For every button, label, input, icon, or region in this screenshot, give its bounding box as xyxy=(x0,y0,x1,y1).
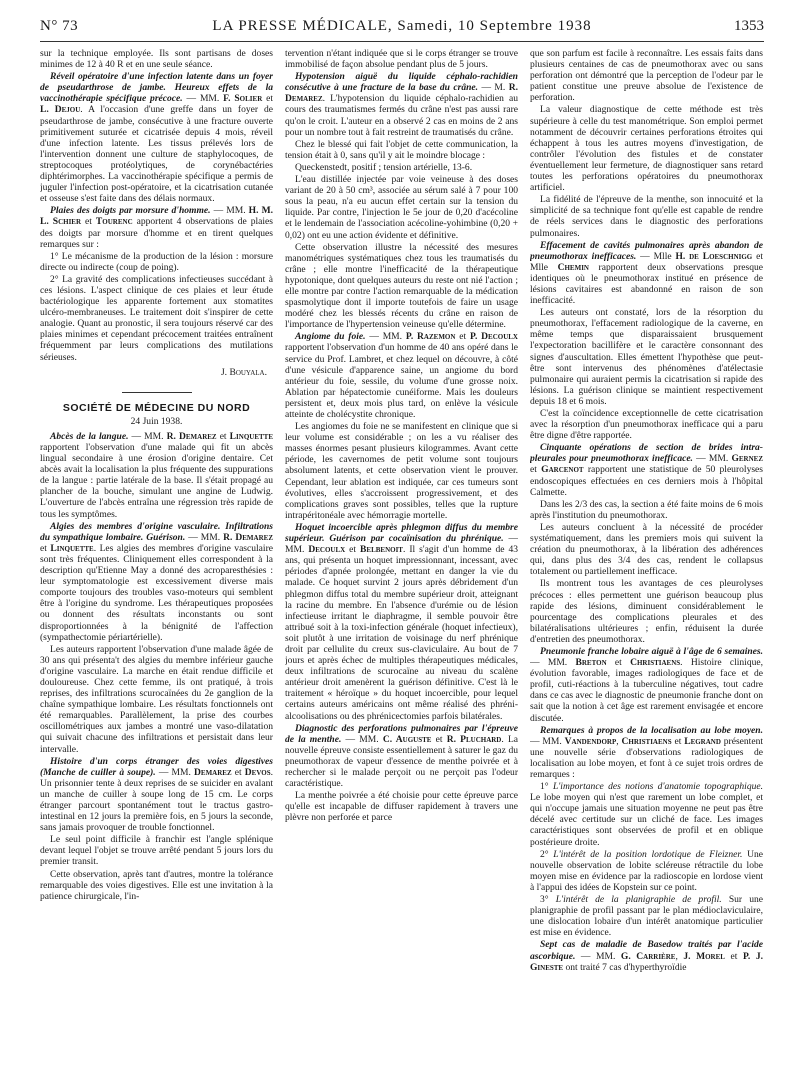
header-rule xyxy=(40,41,764,42)
body-text: Le lobe moyen qui n'est que rarement un lobe complet, et qui n'occupe jamais une situation moyenne ne peut pas être décelé avec certitude sur un cliché de face. Les images caractéristiques sont observées de profil et en oblique postérieure droite. xyxy=(530,792,763,848)
paragraph xyxy=(285,174,518,241)
paragraph xyxy=(530,781,763,848)
body-text: Ils montrent tous les avantages de ces pleurolyses précoces : elles permettent une guérison beaucoup plus rapide des lésions, diminuent considérablement le pourcentage des complications pleurales et des bilatéralisations ultérieures ; enfin, réduisent la durée d'entretien des pneumothorax. xyxy=(530,578,763,645)
author-name: Legrand xyxy=(684,735,721,747)
body-text: et xyxy=(530,464,542,476)
item-title: Diagnostic des perforations pulmonaires par l'épreuve de la menthe. xyxy=(285,722,518,745)
paragraph xyxy=(285,242,518,331)
body-text: 1° xyxy=(540,781,553,793)
author-name: P. J. Gineste xyxy=(530,950,763,973)
author-name: Gernez xyxy=(731,453,763,465)
column-right xyxy=(530,48,763,1078)
paragraph xyxy=(530,104,763,193)
paragraph xyxy=(530,307,763,407)
column-left xyxy=(40,48,273,1078)
paragraph xyxy=(40,756,273,834)
body-text: et xyxy=(262,93,273,105)
paragraph xyxy=(530,894,763,938)
session-date: 24 Juin 1938. xyxy=(130,415,183,427)
author-name: G. Carrière xyxy=(620,950,676,962)
body-text: ont traité 7 cas d'hyperthyroïdie xyxy=(563,961,687,973)
paragraph xyxy=(285,790,518,823)
item-title: Hypotension aiguë du liquide céphalo-rachidien consécutive à une fracture de la base du crâne. xyxy=(285,71,518,94)
body-text: — MM. xyxy=(530,657,576,669)
body-text: C'est la coïncidence exceptionnelle de cette cicatrisation avec la résorption d'un pneumothorax inefficace qui a paru être digne d'être rapportée. xyxy=(530,408,763,442)
body-text: Les auteurs rapportent l'observation d'une malade âgée de 30 ans qui présenta't des algies du membre inférieur gauche d'origine vasculaire. La marche en était rendue difficile et douloureuse. Chez cette femme, ils ont pratiqué, à trois reprises, des infiltrations scurocaïnées du 2e ganglion de la chaîne sympathique lombaire. Les résultats fonctionnels ont été remarquables. Parallèlement, la prise des courbes oscillométriques aux jambes a montré une vaso-dilatation qui suivait chacune des infiltrations et persistait dans leur intervalle. xyxy=(40,643,273,755)
item-title: Algies des membres d'origine vasculaire. Infiltrations du sympathique lombaire. Guérison. xyxy=(40,520,273,543)
item-title: Angiome du foie. xyxy=(295,331,366,343)
body-text: — MM. xyxy=(182,93,224,105)
body-text: Les auteurs ont constaté, lors de la résorption du pneumothorax, l'effacement radiologique de la caverne, en même temps que disparaissaient brusquement l'expectoration bacillifère et le caractère consonnant des signes d'auscultation. Elles émettent l'hypothèse que peut-être sont intervenus des phénomènes d'atélectasie pulmonaire qui auraient permis la cicatrisation si rapide des lésions. La guérison clinique se maintient respectivement depuis 18 et 6 mois. xyxy=(530,307,763,407)
body-text: Sur une planigraphie de profil passant par le plan médioclaviculaire, une dislocation lobaire d'un intérêt anatomique particulier est mise en évidence. xyxy=(530,894,763,939)
body-text: — MM. xyxy=(692,453,732,465)
paragraph xyxy=(530,48,763,103)
author-name: Linquette xyxy=(229,430,273,442)
body-text: rapportent deux observations presque identiques où le pneumothorax institué en présence de lésions cavitaires est abandonné en raison de son inefficacité. xyxy=(530,261,763,307)
body-text: — MM. xyxy=(285,533,518,556)
body-text: rapportent une statistique de 50 pleurolyses endoscopiques effectuées en ces derniers mois à l'hôpital Calmette. xyxy=(530,464,763,498)
body-text: Cette observation, après tant d'autres, montre la tolérance remarquable des voies digestives. Elle est une invitation à la patience chirurgicale, l'in- xyxy=(40,868,273,902)
paragraph xyxy=(40,521,273,643)
body-text: tervention n'étant indiquée que si le corps étranger se trouve immobilisé de façon absolue pendant plus de 5 jours. xyxy=(285,48,518,71)
body-text: et xyxy=(40,542,51,554)
body-text: Cette observation illustre la nécessité des mesures manométriques systématiques chez tous les traumatisés du crâne ; elle montre l'inefficacité de la thérapeutique hypotonique, dont quelques auteurs du reste ont nié l'action ; elle montre par contre l'action remarquable de la médication spasmolytique dont il importe toutefois de faire un usage modéré chez les blessés récents du crâne en raison de l'importance de l'hypertension veineuse qu'elle détermine. xyxy=(285,241,518,331)
body-text: — Mlle xyxy=(636,250,676,262)
issue-number: N° 73 xyxy=(40,18,79,34)
body-text: 2° xyxy=(540,848,554,860)
author-name: R. Demarez xyxy=(166,430,217,442)
body-text: 2° La gravité des complications infectieuses succédant à ces lésions. L'aspect clinique de ces plaies et leur étude bactériologique les apparente fortement aux stomatites ulcéro-membraneuses. Le traitement doit s'inspirer de cette analogie. Quant au pronostic, il sera toujours réservé car des plaies minimes et cependant précocement traitées entraînent fréquemment par leurs complications des mutilations sérieuses. xyxy=(40,273,273,363)
body-text: La valeur diagnostique de cette méthode est très supérieure à celle du test manométrique. Son emploi permet notamment de découvrir certaines perforations étroites qui échappent à tous les autres moyens d'investigation, de contrôler l'évolution des fistules et de constater éventuellement leur fermeture, de diagnostiquer sans retard toutes les perforations opératoires du pneumothorax artificiel. xyxy=(530,104,763,194)
body-text: et xyxy=(431,733,447,745)
body-text: — MM. xyxy=(185,531,224,543)
body-text: Dans les 2/3 des cas, la section a été faite moins de 6 mois après l'institution du pneumothorax. xyxy=(530,498,763,521)
author-name: Linquette xyxy=(50,542,94,554)
item-title: Effacement de cavités pulmonaires après abandon de pneumothorax inefficaces. xyxy=(530,239,763,262)
body-text: et xyxy=(231,766,245,778)
author-signature: J. Bouyala. xyxy=(220,366,267,378)
paragraph xyxy=(530,939,763,972)
body-text: et xyxy=(345,544,361,556)
paragraph xyxy=(530,646,763,724)
body-text: et xyxy=(606,657,631,669)
item-title: Remarques à propos de la localisation au lobe moyen. xyxy=(540,724,763,736)
paragraph xyxy=(285,162,518,173)
body-text: — M. xyxy=(478,82,509,94)
body-text: 1° Le mécanisme de la production de la lésion : morsure directe ou indirecte (coup de poing). xyxy=(40,250,273,273)
body-text: et xyxy=(724,950,743,962)
body-text: Chez le blessé qui fait l'objet de cette communication, la tension était à 0, sans qu'il y ait le moindre blocage : xyxy=(285,138,518,161)
author-name: Belbenoit xyxy=(360,544,403,556)
paragraph xyxy=(530,849,763,893)
body-text: sur la technique employée. Ils sont partisans de doses minimes de 12 à 40 R et en une seule séance. xyxy=(40,48,273,71)
paragraph xyxy=(40,251,273,273)
author-name: Demarez xyxy=(194,766,232,778)
item-title: Histoire d'un corps étranger des voies digestives (Manche de cuiller à soupe). xyxy=(40,755,273,778)
body-text: . Il s'agit d'un homme de 43 ans, qui présenta un hoquet impressionnant, incessant, avec périodes d'apnée prolongée, mettant en danger la vie du malade. Ce hoquet survint 2 jours après débridement d'un phlegmon diffus total du membre supérieur droit, atteignant la racine du membre. En l'absence d'urémie ou de lésion infectieuse irritant le diaphragme, il semble pouvoir être attribué soit à la toxi-infection générale (hoquet infectieux), soit plutôt à une irritation de voisinage du nerf phrénique droit par cellulite du creux sus-claviculaire. Au bout de 7 jours et après échec de multiples thérapeutiques médicales, deux infiltrations de scurocaïne au niveau du scalène antérieur droit amenèrent la guérison définitive. C'est là le traitement « héroïque » du hoquet incoercible, pour lequel certains auteurs américains ont même réalisé des phréni-alcoolisations ou des phrénicectomies parfois bilatérales. xyxy=(285,544,518,722)
author-name: H. M. L. Schier xyxy=(40,205,273,228)
paragraph xyxy=(530,522,763,577)
body-text: . L'hypotension du liquide céphalo-rachidien au cours des traumatismes fermés du crâne n'est pas aussi rare qu'on le croit. L'auteur en a observé 2 cas en moins de 2 ans pour un nombre tout à fait restreint de traumatisés du crâne. xyxy=(285,93,518,138)
paragraph xyxy=(530,725,763,780)
author-name: F. Solier xyxy=(223,93,263,105)
body-text: et xyxy=(455,331,470,343)
item-title: Plaies des doigts par morsure d'homme. xyxy=(50,205,211,217)
italic-text: L'importance des notions d'anatomie topographique. xyxy=(552,781,763,793)
paragraph xyxy=(40,869,273,902)
paragraph xyxy=(40,71,273,204)
paragraph xyxy=(530,578,763,645)
author-name: J. Morel xyxy=(683,950,725,962)
paragraph xyxy=(40,834,273,867)
body-text: — MM. xyxy=(341,733,383,745)
author-name: Decoulx xyxy=(308,544,346,556)
item-title: Réveil opératoire d'une infection latente dans un foyer de pseudarthrose de jambe. Heureux effets de la vaccinothérapie spécifique précoce. xyxy=(40,71,273,105)
paragraph xyxy=(530,499,763,521)
journal-title: LA PRESSE MÉDICALE, Samedi, 10 Septembre 1938 xyxy=(212,18,592,34)
paragraph xyxy=(285,723,518,790)
paragraph xyxy=(40,48,273,70)
paragraph xyxy=(40,274,273,363)
body-text: . La nouvelle épreuve consiste essentiellement à saturer le gaz du pneumothorax de vapeur d'essence de menthe poivrée et à rechercher si le malade perçoit ou ne perçoit pas l'odeur caractéristique. xyxy=(285,733,518,790)
body-text: présentent une nouvelle série d'observations radiologiques de localisation au lobe moyen, et font à ce sujet trois ordres de remarques : xyxy=(530,735,763,780)
body-text: — MM. xyxy=(365,331,406,343)
body-text: et Mlle xyxy=(530,250,763,273)
body-text: Les auteurs concluent à la nécessité de procéder systématiquement, dans les premiers mois qui suivent la création du pneumothorax, à la libération des adhérences qui, dans plus des 3/4 des cas, rendent le collapsus totalement ou partiellement inefficace. xyxy=(530,521,763,578)
author-name: Breton xyxy=(575,657,607,669)
author-name: Devos xyxy=(244,766,271,778)
item-title: Sept cas de maladie de Basedow traités par l'acide ascorbique. xyxy=(530,939,763,962)
body-text: — MM. xyxy=(128,430,167,442)
paragraph xyxy=(285,48,518,70)
author-name: Christiaens xyxy=(630,657,681,669)
author-name: Chemin xyxy=(557,261,589,273)
italic-text: L'intérêt de la position lordotique de Fleizner. xyxy=(553,848,743,860)
body-text: et xyxy=(81,216,96,228)
paragraph xyxy=(530,442,763,497)
italic-text: L'intérêt de la planigraphie de profil. xyxy=(555,894,722,906)
section-separator xyxy=(122,392,192,393)
author-name: Tourenc xyxy=(95,216,133,228)
author-name: Garcenot xyxy=(541,464,584,476)
body-text: Une nouvelle observation de lobite scléreuse rétractile du lobe moyen mise en évidence par la radioscopie en lordose vient à l'appui des idées de Kopstein sur ce point. xyxy=(530,848,763,893)
body-text: — MM. xyxy=(575,950,621,962)
body-text: et xyxy=(216,430,230,442)
paragraph xyxy=(530,194,763,238)
author-name: R. Demarez xyxy=(223,531,273,543)
item-title: Pneumonie franche lobaire aiguë à l'âge de 6 semaines. xyxy=(540,645,763,657)
section-heading: SOCIÉTÉ DE MÉDECINE DU NORD xyxy=(62,401,251,414)
item-title: Hoquet incoercible après phlegmon diffus du membre supérieur. Guérison par cocaïnisation du phrénique. xyxy=(285,521,518,545)
paragraph xyxy=(285,71,518,138)
paragraph xyxy=(285,331,518,420)
body-text: apportent 4 observations de plaies des doigts par morsure d'homme et en tirent quelques remarques sur : xyxy=(40,216,273,250)
paragraph xyxy=(40,205,273,249)
body-text: — MM. xyxy=(530,735,565,747)
paragraph xyxy=(285,421,518,521)
body-text: , xyxy=(616,735,622,747)
body-text: rapportent l'observation d'une malade qui fit un abcès lingual secondaire à une érosion d'origine dentaire. Cet abcès avait la localisation la plus fréquente des suppurations de la langue : partie latérale de la base. Il s'était propagé au plancher de la bouche, simulant une angine de Ludwig. L'ouverture de l'abcès entraîna une régression très rapide de tous les symptômes. xyxy=(40,442,273,520)
paragraph xyxy=(285,522,518,722)
body-text: La fidélité de l'épreuve de la menthe, son innocuité et la simplicité de sa technique font qu'elle est capable de rendre de réels services dans le diagnostic des perforations pulmonaires. xyxy=(530,194,763,239)
body-text: — MM. xyxy=(210,205,249,217)
author-name: H. de Loeschnigg xyxy=(675,250,753,262)
paragraph xyxy=(285,139,518,161)
paragraph xyxy=(530,408,763,441)
author-name: P. Razemon xyxy=(405,331,456,343)
paragraph xyxy=(40,644,273,755)
author-name: R. Demarez xyxy=(285,82,518,105)
paragraph xyxy=(530,240,763,307)
body-text: . Histoire clinique, évolution favorable, images radiologiques de face et de profil, cuti-réactions à la tuberculine négatives, tout cadre dans ce cas avec le diagnostic de pneumonie franche dont on sait que la notion à cet âge est rarement envisagée et encore discutée. xyxy=(530,657,763,724)
body-text: Queckenstedt, positif ; tension artérielle, 13-6. xyxy=(295,161,473,173)
body-text: 3° xyxy=(540,894,556,906)
body-text: — MM. xyxy=(155,766,194,778)
body-text: Le seul point difficile à franchir est l'angle splénique devant lequel l'objet se trouve arrêté pendant 5 jours lors du premier transit. xyxy=(40,834,273,868)
author-name: Vandendorp xyxy=(564,735,617,747)
body-text: et xyxy=(671,735,685,747)
body-text: . A l'occasion d'une greffe dans un foyer de pseudarthrose de jambe, consécutive à une fracture ouverte primitivement suturée et cicatrisée depuis 4 mois, réveil d'une infection latente. Les tissus prélevés lors de l'intervention donnent une culture de staphylocoques, de streptocoques protéolytiques, de corynébactéries diphtérimorphes. La vaccinothérapie spécifique a permis de juguler l'infection post-opératoire, et la cicatrisation cutanée et osseuse s'est faite dans des délais normaux. xyxy=(40,104,273,205)
body-text: . Un prisonnier tente à deux reprises de se suicider en avalant un manche de cuiller à soupe long de 15 cm. Le corps étranger parcourt spontanément tout le tractus gastro-intestinal en 12 jours la première fois, en 5 jours la seconde, sans jamais provoquer de trouble fonctionnel. xyxy=(40,766,273,834)
body-text: , xyxy=(675,950,684,962)
author-name: L. Dejou xyxy=(40,104,81,116)
page-number: 1353 xyxy=(734,18,764,34)
author-name: C. Auguste xyxy=(382,733,432,745)
page-header xyxy=(40,18,764,40)
body-text: La menthe poivrée a été choisie pour cette épreuve parce qu'elle est incapable de diffuser rapidement à travers une plèvre non perforée et parce xyxy=(285,790,518,824)
paragraph xyxy=(40,431,273,520)
body-text: L'eau distillée injectée par voie veineuse à des doses variant de 20 à 50 cm³, associée au sérum salé à 7 pour 100 sous la peau, n'a eu aucun effet certain sur la tension du liquide. Par contre, l'injection le 5e jour de 0,20 d'acécoline et le lendemain de l'association acécoline-yohimbine (0,20 + 0,02) ont eu une action évidente et définitive. xyxy=(285,174,518,241)
body-text: . Les algies des membres d'origine vasculaire sont très fréquentes. Cliniquement elles correspondent à la description qu'Etienne May a donné des acroparesthésies : leur symptomatologie est excessivement diverse mais comporte toujours des troubles vaso-moteurs qui semblent être à l'origine du syndrome. Les thérapeutiques proposées ou donnent des résultats inconstants ou sont disproportionnées à la bénignité de l'affection (sympathectomie périartérielle). xyxy=(40,542,273,643)
item-title: Abcès de la langue. xyxy=(50,430,129,442)
body-text: Les angiomes du foie ne se manifestent en clinique que si leur volume est considérable ; on les a vu réaliser des masses énormes pesant plusieurs kilogrammes. Avant cette période, les cavernomes de petit volume sont toujours absolument latents, et cette observation vient le prouver. Cependant, leur ablation est indiquée, car ces tumeurs sont évolutives, elles s'accroissent progressivement, et des complications graves sont possibles, telles que la rupture intrapéritonéale avec hémorragie mortelle. xyxy=(285,421,518,521)
column-middle xyxy=(285,48,518,1078)
author-name: R. Pluchard xyxy=(446,733,502,745)
author-name: P. Decoulx xyxy=(469,331,518,343)
body-text: que son parfum est facile à reconnaître. Les essais faits dans plusieurs centaines de cas de pneumothorax avec ou sans perforation ont démontré que la perception de l'odeur par le patient constitue une preuve absolue de l'existence de perforation. xyxy=(530,48,763,104)
item-title: Cinquante opérations de section de brides intra-pleurales pour pneumothorax inefficace. xyxy=(530,442,763,465)
author-name: Christiaens xyxy=(621,735,672,747)
body-text: rapportent l'observation d'un homme de 40 ans opéré dans le service du Prof. Lambret, et chez lequel on découvre, à côté d'une vésicule d'apparence saine, un angiome du bord antérieur du foie, sessile, du volume d'une grosse noix. Ablation par hépatectomie cunéiforme. Mais les douleurs persistent et, deux mois plus tard, on enlève la vésicule atteinte de cholécystite chronique. xyxy=(285,342,518,420)
